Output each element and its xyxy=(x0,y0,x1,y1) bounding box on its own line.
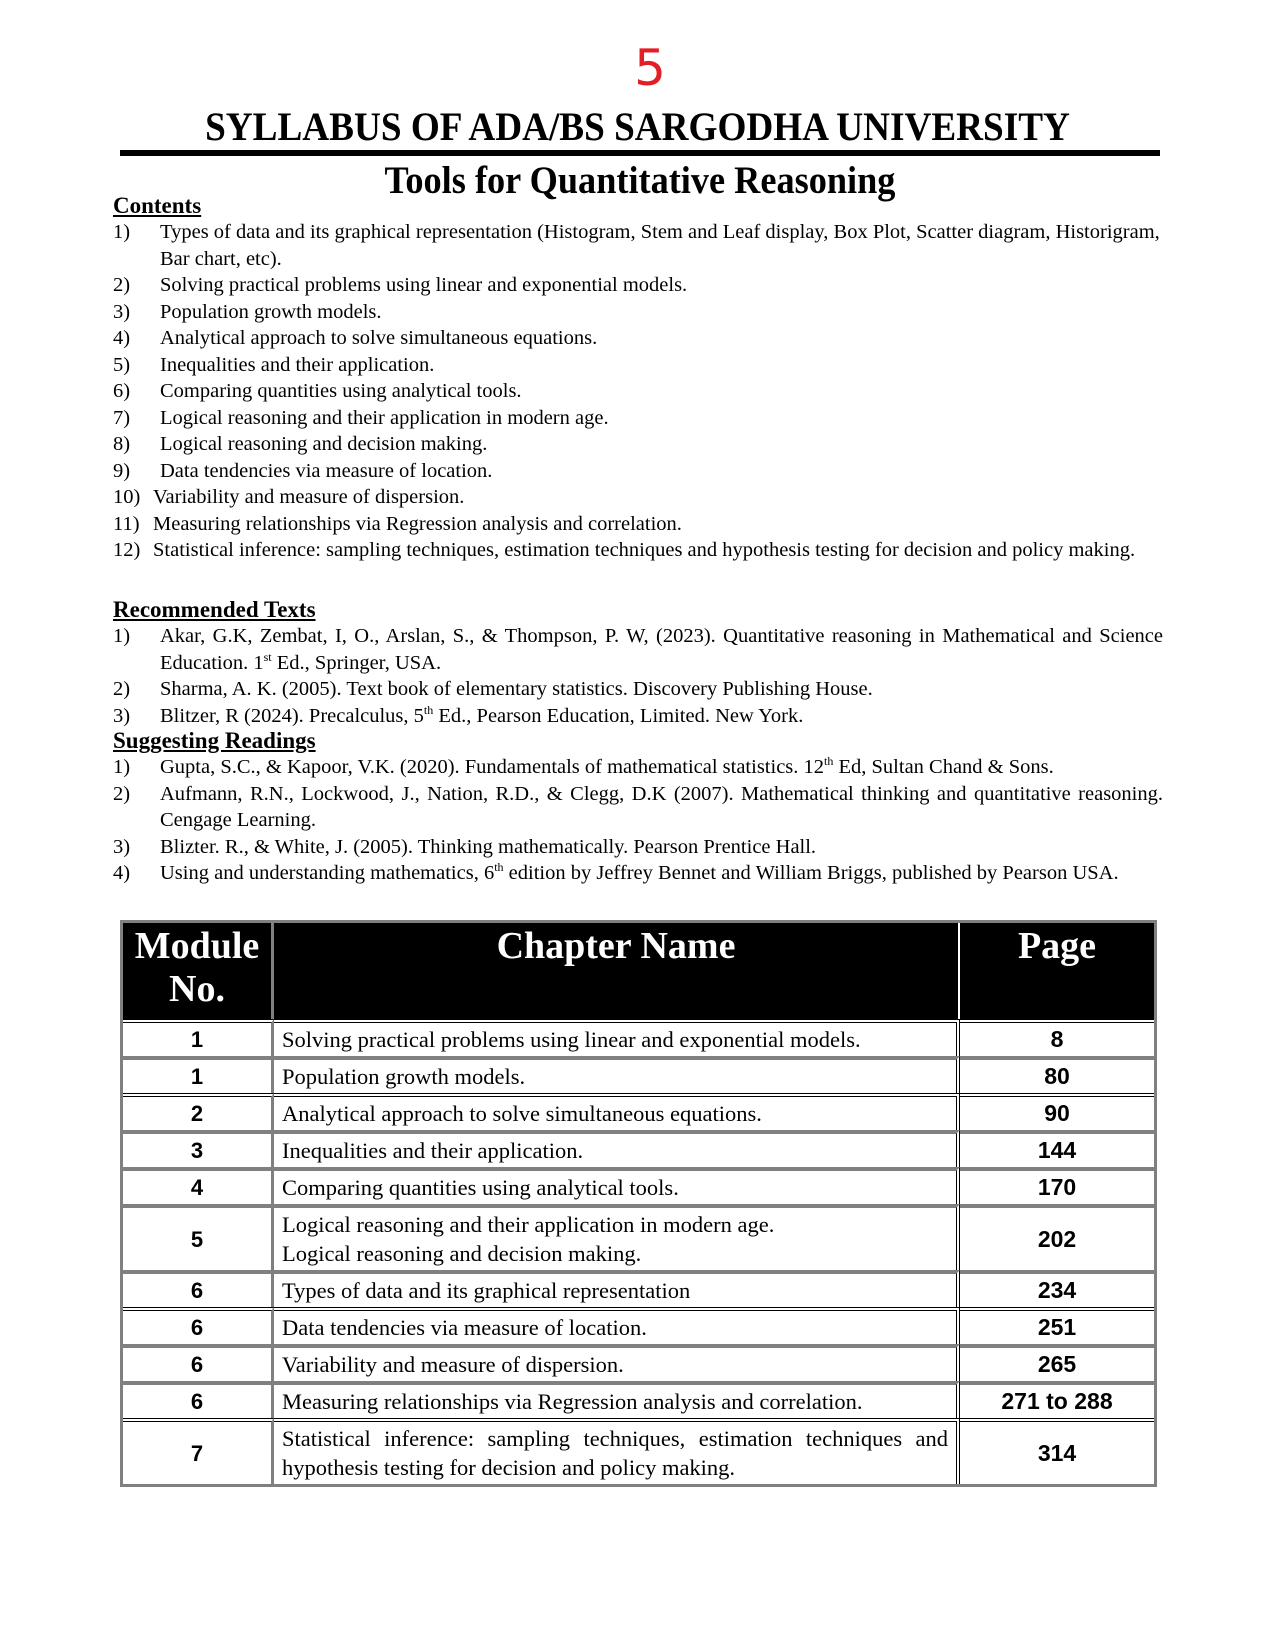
contents-list xyxy=(113,219,1163,564)
page-number-cell: 80 xyxy=(960,1056,1154,1093)
contents-item xyxy=(113,431,1163,458)
reference-item xyxy=(113,834,1163,861)
table-row xyxy=(123,1344,1154,1381)
reference-text-main: Sharma, A. K. (2005). Text book of elementary statistics. Discovery Publishing House. xyxy=(160,678,873,700)
chapter-name-cell xyxy=(274,1418,960,1484)
page-number-cell: 170 xyxy=(960,1167,1154,1204)
suggesting-readings-heading: Suggesting Readings xyxy=(113,728,316,753)
table-row xyxy=(123,1270,1154,1307)
reference-item xyxy=(113,781,1163,834)
reference-text-rest: Ed, Sultan Chand & Sons. xyxy=(833,756,1054,778)
item-number: 10) xyxy=(113,486,141,508)
header-module-word: Module xyxy=(134,925,260,967)
reference-text-main: Gupta, S.C., & Kapoor, V.K. (2020). Fundamentals of mathematical statistics. 12 xyxy=(160,756,825,778)
chapter-name-cell xyxy=(274,1093,960,1130)
page-number-cell: 8 xyxy=(960,1019,1154,1056)
reference-text xyxy=(160,623,1163,676)
item-text: Solving practical problems using linear and exponential models. xyxy=(160,274,688,296)
page-number-cell: 314 xyxy=(960,1418,1154,1484)
contents-item xyxy=(113,378,1163,405)
module-number-cell: 1 xyxy=(123,1019,274,1056)
reference-text-main: Akar, G.K, Zembat, I, O., Arslan, S., & Thompson, P. W, (2023). Quantitative reasoning in Mathematical and Science Education. 1 xyxy=(160,625,1163,674)
chapter-table-body xyxy=(123,1019,1154,1484)
contents-item xyxy=(113,537,1163,564)
item-text: Inequalities and their application. xyxy=(160,353,435,376)
item-number: 1) xyxy=(113,221,131,243)
item-text: Types of data and its graphical representation (Histogram, Stem and Leaf display, Box Plot, Scatter diagram, Historigram, Bar chart, etc). xyxy=(160,221,1160,270)
contents-item xyxy=(113,272,1163,299)
item-text: Measuring relationships via Regression analysis and correlation. xyxy=(153,512,682,535)
page-number-cell: 271 to 288 xyxy=(960,1381,1154,1418)
chapter-name-cell xyxy=(274,1056,960,1093)
chapter-name-cell xyxy=(274,1344,960,1381)
item-number: 4) xyxy=(113,862,131,884)
item-text: Population growth models. xyxy=(160,300,382,323)
table-row xyxy=(123,1381,1154,1418)
item-number: 3) xyxy=(113,300,131,323)
contents-item xyxy=(113,299,1163,326)
table-row xyxy=(123,1093,1154,1130)
module-number-cell: 2 xyxy=(123,1093,274,1130)
module-number-cell: 6 xyxy=(123,1307,274,1344)
ordinal-suffix: st xyxy=(263,649,272,664)
recommended-texts-heading: Recommended Texts xyxy=(113,597,316,622)
table-row xyxy=(123,1307,1154,1344)
reference-text xyxy=(160,781,1163,834)
module-number-cell: 6 xyxy=(123,1344,274,1381)
suggesting-readings-section xyxy=(113,727,1163,887)
table-row xyxy=(123,1056,1154,1093)
header-page-label: Page xyxy=(1017,925,1097,967)
module-number-cell: 1 xyxy=(123,1056,274,1093)
reference-text xyxy=(160,703,1163,730)
chapter-name-line: Analytical approach to solve simultaneous equations. xyxy=(282,1101,762,1126)
module-number-cell: 5 xyxy=(123,1204,274,1270)
header-chapter-name xyxy=(274,923,960,1019)
table-row xyxy=(123,1167,1154,1204)
item-number: 11) xyxy=(113,512,140,535)
contents-item xyxy=(113,219,1163,272)
recommended-texts-section xyxy=(113,596,1163,729)
reference-text xyxy=(160,834,1163,861)
chapter-name-cell xyxy=(274,1130,960,1167)
chapter-name-line: Population growth models. xyxy=(282,1064,526,1089)
item-text: Comparing quantities using analytical tools. xyxy=(160,380,522,402)
page-number-cell: 234 xyxy=(960,1270,1154,1307)
reference-text-rest: Ed., Springer, USA. xyxy=(271,651,442,674)
contents-item xyxy=(113,325,1163,352)
title-divider xyxy=(120,150,1160,156)
chapter-name-line: Logical reasoning and their application in modern age. xyxy=(282,1212,775,1237)
chapter-name-cell xyxy=(274,1381,960,1418)
page-number: 5 xyxy=(634,39,666,97)
item-number: 4) xyxy=(113,327,131,349)
module-number-cell: 6 xyxy=(123,1270,274,1307)
item-number: 5) xyxy=(113,353,131,376)
university-title: SYLLABUS OF ADA/BS SARGODHA UNIVERSITY xyxy=(205,104,1070,149)
reference-text-main: Using and understanding mathematics, 6 xyxy=(160,862,495,884)
item-text: Variability and measure of dispersion. xyxy=(153,486,465,508)
item-text: Data tendencies via measure of location. xyxy=(160,459,493,482)
reference-item xyxy=(113,676,1163,703)
header-chapter-label: Chapter Name xyxy=(496,925,736,967)
item-number: 3) xyxy=(113,835,131,858)
chapter-name-line: Solving practical problems using linear and exponential models. xyxy=(282,1027,861,1052)
item-text: Analytical approach to solve simultaneous equations. xyxy=(160,327,598,349)
item-number: 12) xyxy=(113,539,141,561)
item-number: 8) xyxy=(113,433,131,455)
item-number: 2) xyxy=(113,782,131,805)
table-row xyxy=(123,1130,1154,1167)
chapter-name-line: Measuring relationships via Regression analysis and correlation. xyxy=(282,1389,863,1414)
item-number: 9) xyxy=(113,459,131,482)
item-number: 1) xyxy=(113,625,131,647)
suggesting-readings-list xyxy=(113,754,1163,887)
recommended-texts-list xyxy=(113,623,1163,729)
table-row xyxy=(123,1019,1154,1056)
reference-text-main: Blizter. R., & White, J. (2005). Thinking mathematically. Pearson Prentice Hall. xyxy=(160,835,817,858)
chapter-name-cell xyxy=(274,1167,960,1204)
reference-item xyxy=(113,754,1163,781)
page-number-cell: 202 xyxy=(960,1204,1154,1270)
item-number: 3) xyxy=(113,704,131,727)
reference-text-main: Blitzer, R (2024). Precalculus, 5 xyxy=(160,704,424,727)
reference-text-main: Aufmann, R.N., Lockwood, J., Nation, R.D., & Clegg, D.K (2007). Mathematical thinking and quantitative reasoning. Cengage Learning. xyxy=(160,782,1163,831)
item-number: 2) xyxy=(113,678,131,700)
page-number-cell: 265 xyxy=(960,1344,1154,1381)
page-number-cell: 90 xyxy=(960,1093,1154,1130)
reference-text xyxy=(160,754,1163,781)
course-title: Tools for Quantitative Reasoning xyxy=(384,159,896,202)
header-module-no xyxy=(123,923,274,1019)
chapter-name-line: Data tendencies via measure of location. xyxy=(282,1315,647,1340)
item-text: Logical reasoning and their application in modern age. xyxy=(160,406,609,429)
contents-heading: Contents xyxy=(113,193,202,218)
reference-text xyxy=(160,676,1163,703)
item-number: 1) xyxy=(113,756,131,778)
module-number-cell: 6 xyxy=(123,1381,274,1418)
chapter-name-line: Statistical inference: sampling techniques, estimation techniques and hypothesis testing for decision and policy making. xyxy=(282,1426,948,1480)
reference-text-rest: edition by Jeffrey Bennet and William Briggs, published by Pearson USA. xyxy=(503,862,1119,884)
item-text: Logical reasoning and decision making. xyxy=(160,433,488,455)
module-number-cell: 4 xyxy=(123,1167,274,1204)
header-page xyxy=(960,923,1154,1019)
page-number-cell: 251 xyxy=(960,1307,1154,1344)
item-number: 6) xyxy=(113,380,131,402)
ordinal-suffix: th xyxy=(494,860,504,875)
chapter-name-cell xyxy=(274,1307,960,1344)
module-number-cell: 3 xyxy=(123,1130,274,1167)
item-number: 2) xyxy=(113,274,131,296)
chapter-name-cell xyxy=(274,1019,960,1056)
reference-text xyxy=(160,860,1163,887)
chapter-name-cell xyxy=(274,1270,960,1307)
chapter-name-line: Types of data and its graphical representation xyxy=(282,1278,691,1303)
chapter-name-cell xyxy=(274,1204,960,1270)
ordinal-suffix: th xyxy=(423,702,434,717)
table-row xyxy=(123,1418,1154,1484)
table-row xyxy=(123,1204,1154,1270)
reference-item xyxy=(113,703,1163,730)
chapter-table xyxy=(120,920,1157,1487)
chapter-name-line: Logical reasoning and decision making. xyxy=(282,1241,642,1266)
header-module-word: No. xyxy=(169,968,225,1010)
page-number-cell: 144 xyxy=(960,1130,1154,1167)
item-number: 7) xyxy=(113,406,131,429)
contents-item xyxy=(113,511,1163,538)
contents-item xyxy=(113,458,1163,485)
header-module-label xyxy=(127,925,267,1011)
item-text: Statistical inference: sampling techniques, estimation techniques and hypothesis testing for decision and policy making. xyxy=(153,539,1136,561)
table-header-row xyxy=(123,923,1154,1019)
reference-item xyxy=(113,860,1163,887)
contents-item xyxy=(113,484,1163,511)
chapter-name-line: Inequalities and their application. xyxy=(282,1138,584,1163)
module-number-cell: 7 xyxy=(123,1418,274,1484)
chapter-name-line: Variability and measure of dispersion. xyxy=(282,1352,624,1377)
ordinal-suffix: th xyxy=(824,754,834,769)
reference-text-rest: Ed., Pearson Education, Limited. New York. xyxy=(433,704,804,727)
contents-section xyxy=(113,192,1163,564)
contents-item xyxy=(113,352,1163,379)
reference-item xyxy=(113,623,1163,676)
chapter-name-line: Comparing quantities using analytical tools. xyxy=(282,1175,679,1200)
contents-item xyxy=(113,405,1163,432)
